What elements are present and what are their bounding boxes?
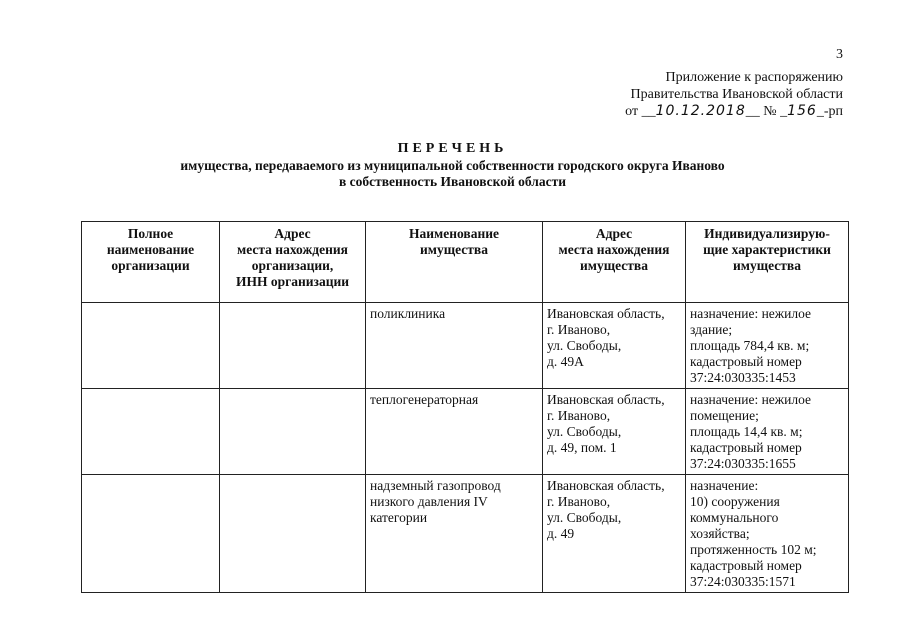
cell-text-line: 37:24:030335:1571 [690, 574, 796, 589]
document-subtitle [0, 158, 905, 190]
table-body [82, 303, 849, 593]
subtitle-line-1: имущества, передаваемого из муниципальной собственности городского округа Иваново [180, 158, 725, 173]
header-text-line: имущества [420, 242, 488, 257]
header-property-address [543, 222, 686, 303]
cell-text-line: ул. Свободы, [547, 338, 622, 353]
cell-text-line: Ивановская область, [547, 392, 665, 407]
cell-text-line: г. Иваново, [547, 408, 611, 423]
cell-text-line: кадастровый номер [690, 558, 802, 573]
cell-org-name [82, 389, 220, 475]
cell-text-line: назначение: нежилое [690, 392, 811, 407]
header-text-line: наименование [106, 242, 195, 257]
header-text-line: организации [111, 258, 190, 273]
cell-text-line: ул. Свободы, [547, 424, 622, 439]
header-text-line: Адрес [274, 226, 311, 241]
cell-text-line: поликлиника [370, 306, 446, 321]
cell-text-line: 37:24:030335:1655 [690, 456, 796, 471]
cell-text-line: 10) сооружения [690, 494, 780, 509]
cell-org-name [82, 303, 220, 389]
header-text-line: организации, [251, 258, 334, 273]
cell-characteristics [686, 303, 849, 389]
header-property-name [366, 222, 543, 303]
cell-text-line: низкого давления IV [370, 494, 488, 509]
cell-text-line: кадастровый номер [690, 440, 802, 455]
cell-text-line: 37:24:030335:1453 [690, 370, 796, 385]
header-org-name [82, 222, 220, 303]
header-text-line: Адрес [595, 226, 633, 241]
cell-org-address [220, 389, 366, 475]
appendix-line-2: Правительства Ивановской области [630, 87, 843, 102]
cell-text-line: хозяйства; [690, 526, 750, 541]
cell-text-line: коммунального [690, 510, 779, 525]
cell-text-line: назначение: [690, 478, 759, 493]
cell-text-line: назначение: нежилое [690, 306, 811, 321]
cell-text-line: помещение; [690, 408, 759, 423]
cell-property-address [543, 475, 686, 593]
cell-property-address [543, 389, 686, 475]
cell-text-line: д. 49 [547, 526, 575, 541]
appendix-line-1: Приложение к распоряжению [665, 70, 843, 85]
appendix-header [625, 69, 843, 120]
cell-characteristics [686, 475, 849, 593]
header-text-line: места нахождения [237, 242, 348, 257]
number-prefix: № [763, 104, 777, 119]
cell-text-line: д. 49, пом. 1 [547, 440, 617, 455]
cell-text-line: Ивановская область, [547, 306, 665, 321]
table-header-row [82, 222, 849, 303]
cell-text-line: теплогенераторная [370, 392, 479, 407]
cell-text-line: здание; [690, 322, 733, 337]
cell-property-name [366, 389, 543, 475]
cell-text-line: протяженность 102 м; [690, 542, 817, 557]
header-text-line: места нахождения [558, 242, 670, 257]
header-text-line: Индивидуализирую- [704, 226, 830, 241]
header-text-line: щие характеристики [703, 242, 831, 257]
cell-text-line: ул. Свободы, [547, 510, 622, 525]
cell-property-name [366, 475, 543, 593]
cell-characteristics [686, 389, 849, 475]
header-characteristics [686, 222, 849, 303]
date-prefix: от [625, 104, 639, 119]
cell-text-line: категории [370, 510, 428, 525]
cell-text-line: г. Иваново, [547, 494, 611, 509]
table-row [82, 303, 849, 389]
subtitle-line-2: в собственность Ивановской области [338, 174, 567, 189]
cell-text-line: г. Иваново, [547, 322, 611, 337]
cell-property-name [366, 303, 543, 389]
cell-property-address [543, 303, 686, 389]
document-title: ПЕРЕЧЕНЬ [397, 141, 508, 156]
header-text-line: Наименование [409, 226, 499, 241]
header-text-line: имущества [580, 258, 648, 273]
handwritten-number: 156 [787, 103, 817, 119]
table-row [82, 475, 849, 593]
cell-text-line: кадастровый номер [690, 354, 802, 369]
cell-org-address [220, 475, 366, 593]
cell-text-line: площадь 14,4 кв. м; [690, 424, 803, 439]
cell-text-line: надземный газопровод [370, 478, 501, 493]
cell-text-line: д. 49А [547, 354, 584, 369]
header-org-address [220, 222, 366, 303]
header-text-line: ИНН организации [235, 274, 350, 289]
cell-text-line: площадь 784,4 кв. м; [690, 338, 810, 353]
property-table [81, 221, 849, 593]
cell-text-line: Ивановская область, [547, 478, 665, 493]
table-row [82, 389, 849, 475]
header-text-line: имущества [733, 258, 801, 273]
number-suffix: -рп [823, 104, 843, 119]
header-text-line: Полное [127, 226, 174, 241]
handwritten-date: 10.12.2018 [655, 103, 746, 119]
cell-org-name [82, 475, 220, 593]
page-number: 3 [836, 47, 843, 62]
appendix-date-number-line: от __10.12.2018__ № _156_-рп [625, 103, 843, 119]
cell-org-address [220, 303, 366, 389]
